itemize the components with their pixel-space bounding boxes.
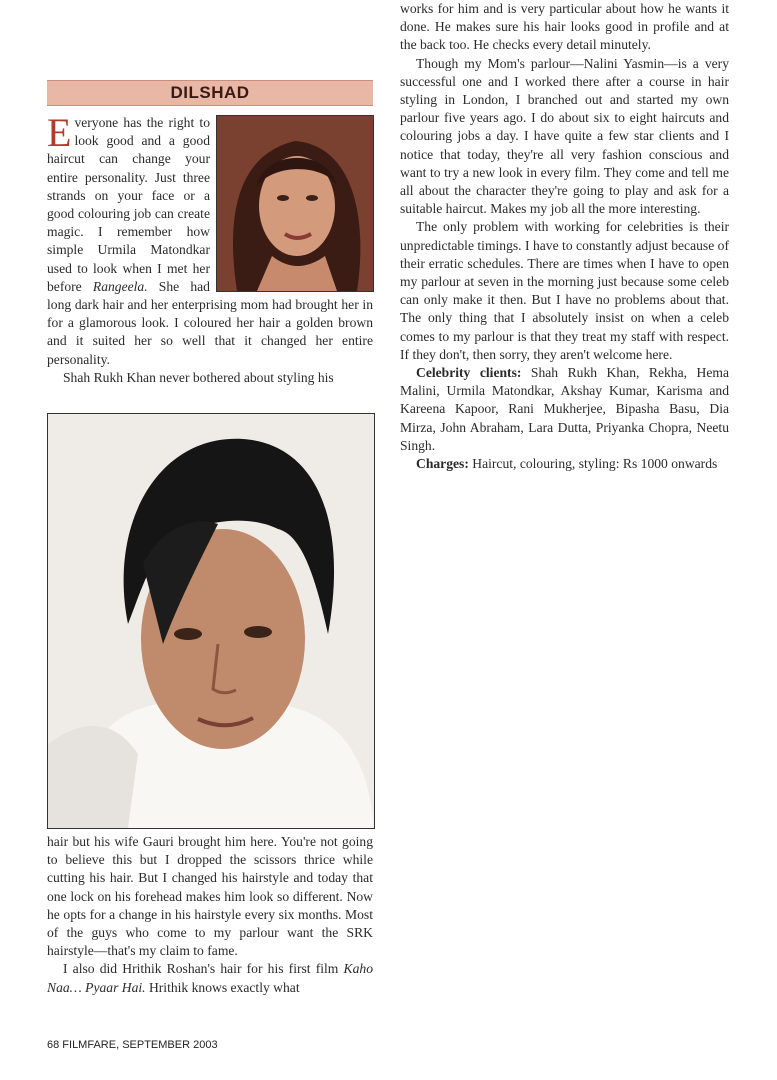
charges xyxy=(400,455,729,473)
charges-label: Charges: xyxy=(416,456,469,472)
intro-text-continued: She had long dark hair and her enterprising mom had brought her in for a glamorous look. I coloured her hair a golden brown and it suited her so well that it changed her entire personality. xyxy=(47,278,373,367)
charges-value: Haircut, colouring, styling: Rs 1000 onwards xyxy=(468,456,718,472)
srk-intro-line: Shah Rukh Khan never bothered about styling his xyxy=(63,369,334,385)
clients-list: Shah Rukh Khan, Rekha, Hema Malini, Urmila Matondkar, Akshay Kumar, Karisma and Kareena Kapoor, Rani Mukherjee, Bipasha Basu, Dia Mirza, John Abraham, Lara Dutta, Priyanka Chopra, Neetu Singh. xyxy=(400,365,729,453)
intro-film-title: Rangeela. xyxy=(92,278,148,294)
right-para-2: Though my Mom's parlour—Nalini Yasmin—is a very successful one and I worked there after a course in hair styling in London, I branched out and started my own parlour five years ago. I do about six to eight haircuts and colouring jobs a day. I have quite a few star clients and I notice that today, they're all very fashion conscious and want to try a new look in every film. They come and tell me all about the character they're going to play and ask for a suitable haircut. Makes my job all the more interesting. xyxy=(400,55,729,217)
intro-paragraph xyxy=(47,110,373,387)
right-para-1: works for him and is very particular about how he wants it done. He makes sure his hair looks good in profile and at the back too. He checks every detail minutely. xyxy=(400,1,729,53)
celebrity-clients xyxy=(400,364,729,455)
srk-illustration xyxy=(48,414,374,828)
hrithik-paragraph: I also did Hrithik Roshan's hair for his first film Kaho Naa… Pyaar Hai. Hrithik knows exactly what xyxy=(47,961,373,995)
hrithik-film-title: Kaho Naa… Pyaar Hai. xyxy=(47,961,373,995)
section-title: DILSHAD xyxy=(170,83,250,102)
srk-photo xyxy=(47,413,375,829)
srk-paragraph: hair but his wife Gauri brought him here. You're not going to believe this but I dropped the scissors thrice while cutting his hair. But I changed his hairstyle and today that one lock on his forehead makes him look so different. Now he opts for a change in his hairstyle every six months. Most of the guys who come to my parlour want the SRK hairstyle—that's my claim to fame. xyxy=(47,834,373,959)
clients-label: Celebrity clients: xyxy=(416,365,522,381)
right-para-3: The only problem with working for celebrities is their unpredictable timings. I have to constantly adjust because of their erratic schedules. There are times when I have to open my parlour at seven in the morning just because some celeb can only make it then. But I have no problems about that. The only thing that I absolutely insist on when a celeb comes to my parlour is that they treat my staff with respect. If they don't, then sorry, they aren't welcome here. xyxy=(400,219,729,362)
page-footer: 68 FILMFARE, SEPTEMBER 2003 xyxy=(47,1039,218,1051)
section-header xyxy=(47,80,373,106)
left-bottom-text xyxy=(47,833,373,997)
drop-cap: E xyxy=(47,110,72,155)
right-column xyxy=(400,0,729,473)
intro-text: veryone has the right to look good and a good haircut can change your entire personality. Just three strands on your face or a good colouring job can create magic. I remember how simple Urmila Matondkar used to look when I met her before xyxy=(47,115,210,294)
